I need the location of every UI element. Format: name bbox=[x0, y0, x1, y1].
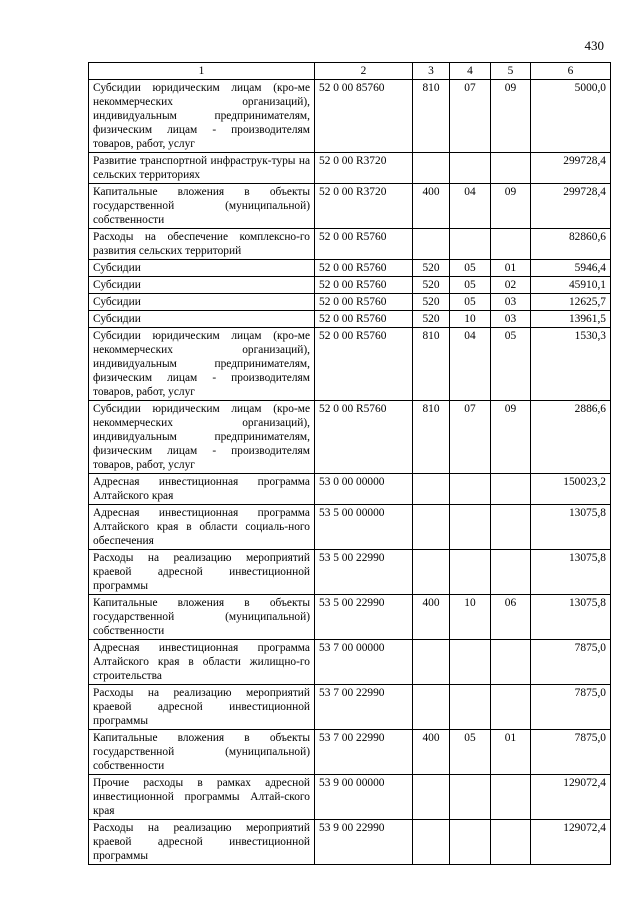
row-name-cell: Субсидии юридическим лицам (кро-ме некоммерческих организаций), индивидуальным предпринимателям, физическим лицам - производителям товаров, работ, услуг bbox=[89, 328, 315, 401]
row-subsection-cell bbox=[491, 820, 531, 865]
table-row bbox=[89, 640, 611, 685]
row-name-cell: Расходы на реализацию мероприятий краевой адресной инвестиционной программы bbox=[89, 685, 315, 730]
table-row bbox=[89, 260, 611, 277]
row-section-cell bbox=[450, 474, 491, 505]
table-row bbox=[89, 277, 611, 294]
table-row bbox=[89, 229, 611, 260]
table-row bbox=[89, 775, 611, 820]
row-subsection-cell bbox=[491, 153, 531, 184]
row-subsection-cell: 03 bbox=[491, 294, 531, 311]
row-subsection-cell bbox=[491, 775, 531, 820]
row-expense-type-cell: 400 bbox=[413, 184, 450, 229]
row-amount-cell: 1530,3 bbox=[531, 328, 611, 401]
row-subsection-cell: 01 bbox=[491, 730, 531, 775]
row-amount-cell: 13075,8 bbox=[531, 595, 611, 640]
row-code-cell: 53 7 00 22990 bbox=[315, 685, 413, 730]
row-section-cell: 05 bbox=[450, 277, 491, 294]
row-subsection-cell bbox=[491, 229, 531, 260]
row-amount-cell: 45910,1 bbox=[531, 277, 611, 294]
table-row bbox=[89, 153, 611, 184]
row-code-cell: 53 5 00 22990 bbox=[315, 595, 413, 640]
row-section-cell: 05 bbox=[450, 294, 491, 311]
row-subsection-cell: 06 bbox=[491, 595, 531, 640]
row-subsection-cell: 01 bbox=[491, 260, 531, 277]
row-expense-type-cell bbox=[413, 775, 450, 820]
row-code-cell: 53 5 00 22990 bbox=[315, 550, 413, 595]
row-name-cell: Субсидии юридическим лицам (кро-ме некоммерческих организаций), индивидуальным предпринимателям, физическим лицам - производителям товаров, работ, услуг bbox=[89, 80, 315, 153]
row-section-cell bbox=[450, 505, 491, 550]
row-subsection-cell: 09 bbox=[491, 401, 531, 474]
row-code-cell: 52 0 00 R5760 bbox=[315, 311, 413, 328]
row-section-cell bbox=[450, 153, 491, 184]
row-code-cell: 52 0 00 R5760 bbox=[315, 401, 413, 474]
column-header: 4 bbox=[450, 63, 491, 80]
row-expense-type-cell bbox=[413, 550, 450, 595]
row-subsection-cell bbox=[491, 505, 531, 550]
row-expense-type-cell: 810 bbox=[413, 328, 450, 401]
row-name-cell: Субсидии bbox=[89, 294, 315, 311]
row-code-cell: 53 5 00 00000 bbox=[315, 505, 413, 550]
row-name-cell: Расходы на реализацию мероприятий краевой адресной инвестиционной программы bbox=[89, 820, 315, 865]
table-body bbox=[89, 80, 611, 865]
row-amount-cell: 5946,4 bbox=[531, 260, 611, 277]
row-code-cell: 52 0 00 85760 bbox=[315, 80, 413, 153]
row-section-cell: 07 bbox=[450, 80, 491, 153]
table-row bbox=[89, 80, 611, 153]
row-name-cell: Субсидии bbox=[89, 311, 315, 328]
table-row bbox=[89, 685, 611, 730]
row-amount-cell: 7875,0 bbox=[531, 640, 611, 685]
row-name-cell: Адресная инвестиционная программа Алтайского края в области жилищно-го строительства bbox=[89, 640, 315, 685]
row-expense-type-cell bbox=[413, 685, 450, 730]
row-section-cell: 05 bbox=[450, 260, 491, 277]
row-amount-cell: 12625,7 bbox=[531, 294, 611, 311]
table-row bbox=[89, 328, 611, 401]
row-code-cell: 52 0 00 R5760 bbox=[315, 328, 413, 401]
row-expense-type-cell: 520 bbox=[413, 294, 450, 311]
row-name-cell: Капитальные вложения в объекты государственной (муниципальной) собственности bbox=[89, 184, 315, 229]
row-section-cell bbox=[450, 685, 491, 730]
row-name-cell: Адресная инвестиционная программа Алтайского края в области социаль-ного обеспечения bbox=[89, 505, 315, 550]
row-code-cell: 53 9 00 22990 bbox=[315, 820, 413, 865]
column-header: 1 bbox=[89, 63, 315, 80]
row-expense-type-cell bbox=[413, 820, 450, 865]
row-amount-cell: 129072,4 bbox=[531, 820, 611, 865]
row-expense-type-cell: 400 bbox=[413, 595, 450, 640]
row-amount-cell: 2886,6 bbox=[531, 401, 611, 474]
row-section-cell: 05 bbox=[450, 730, 491, 775]
row-expense-type-cell: 810 bbox=[413, 80, 450, 153]
row-subsection-cell: 05 bbox=[491, 328, 531, 401]
row-section-cell bbox=[450, 820, 491, 865]
row-name-cell: Субсидии bbox=[89, 260, 315, 277]
table-row bbox=[89, 550, 611, 595]
row-code-cell: 52 0 00 R5760 bbox=[315, 294, 413, 311]
row-amount-cell: 129072,4 bbox=[531, 775, 611, 820]
row-expense-type-cell bbox=[413, 640, 450, 685]
column-header: 2 bbox=[315, 63, 413, 80]
row-section-cell bbox=[450, 229, 491, 260]
row-section-cell bbox=[450, 640, 491, 685]
row-subsection-cell: 09 bbox=[491, 184, 531, 229]
row-code-cell: 52 0 00 R3720 bbox=[315, 184, 413, 229]
row-expense-type-cell: 400 bbox=[413, 730, 450, 775]
table-row bbox=[89, 820, 611, 865]
row-amount-cell: 13075,8 bbox=[531, 505, 611, 550]
row-expense-type-cell bbox=[413, 505, 450, 550]
row-code-cell: 53 7 00 22990 bbox=[315, 730, 413, 775]
row-amount-cell: 299728,4 bbox=[531, 153, 611, 184]
row-section-cell bbox=[450, 550, 491, 595]
row-section-cell bbox=[450, 775, 491, 820]
row-code-cell: 53 0 00 00000 bbox=[315, 474, 413, 505]
row-code-cell: 52 0 00 R5760 bbox=[315, 229, 413, 260]
table-row bbox=[89, 474, 611, 505]
row-code-cell: 52 0 00 R5760 bbox=[315, 260, 413, 277]
row-name-cell: Капитальные вложения в объекты государственной (муниципальной) собственности bbox=[89, 595, 315, 640]
row-code-cell: 53 9 00 00000 bbox=[315, 775, 413, 820]
row-code-cell: 52 0 00 R3720 bbox=[315, 153, 413, 184]
row-name-cell: Расходы на обеспечение комплексно-го развития сельских территорий bbox=[89, 229, 315, 260]
row-subsection-cell bbox=[491, 685, 531, 730]
table-row bbox=[89, 595, 611, 640]
row-expense-type-cell: 520 bbox=[413, 311, 450, 328]
row-expense-type-cell: 520 bbox=[413, 277, 450, 294]
row-expense-type-cell bbox=[413, 229, 450, 260]
table-row bbox=[89, 311, 611, 328]
row-name-cell: Субсидии юридическим лицам (кро-ме некоммерческих организаций), индивидуальным предпринимателям, физическим лицам - производителям товаров, работ, услуг bbox=[89, 401, 315, 474]
row-section-cell: 10 bbox=[450, 311, 491, 328]
row-name-cell: Расходы на реализацию мероприятий краевой адресной инвестиционной программы bbox=[89, 550, 315, 595]
row-amount-cell: 5000,0 bbox=[531, 80, 611, 153]
row-expense-type-cell bbox=[413, 474, 450, 505]
row-amount-cell: 7875,0 bbox=[531, 685, 611, 730]
row-name-cell: Субсидии bbox=[89, 277, 315, 294]
page-number: 430 bbox=[584, 38, 604, 53]
column-header: 3 bbox=[413, 63, 450, 80]
row-expense-type-cell bbox=[413, 153, 450, 184]
row-amount-cell: 13961,5 bbox=[531, 311, 611, 328]
column-header: 5 bbox=[491, 63, 531, 80]
row-expense-type-cell: 520 bbox=[413, 260, 450, 277]
row-amount-cell: 7875,0 bbox=[531, 730, 611, 775]
row-amount-cell: 150023,2 bbox=[531, 474, 611, 505]
row-section-cell: 04 bbox=[450, 328, 491, 401]
table-row bbox=[89, 505, 611, 550]
row-expense-type-cell: 810 bbox=[413, 401, 450, 474]
row-subsection-cell bbox=[491, 474, 531, 505]
row-name-cell: Адресная инвестиционная программа Алтайского края bbox=[89, 474, 315, 505]
row-name-cell: Капитальные вложения в объекты государственной (муниципальной) собственности bbox=[89, 730, 315, 775]
row-name-cell: Развитие транспортной инфраструк-туры на сельских территориях bbox=[89, 153, 315, 184]
row-amount-cell: 82860,6 bbox=[531, 229, 611, 260]
header-row bbox=[89, 63, 611, 80]
table-row bbox=[89, 294, 611, 311]
table-row bbox=[89, 730, 611, 775]
row-section-cell: 07 bbox=[450, 401, 491, 474]
row-name-cell: Прочие расходы в рамках адресной инвестиционной программы Алтай-ского края bbox=[89, 775, 315, 820]
row-code-cell: 53 7 00 00000 bbox=[315, 640, 413, 685]
row-section-cell: 10 bbox=[450, 595, 491, 640]
row-amount-cell: 13075,8 bbox=[531, 550, 611, 595]
table-row bbox=[89, 401, 611, 474]
row-section-cell: 04 bbox=[450, 184, 491, 229]
budget-table bbox=[88, 62, 611, 865]
row-code-cell: 52 0 00 R5760 bbox=[315, 277, 413, 294]
column-header: 6 bbox=[531, 63, 611, 80]
row-subsection-cell: 09 bbox=[491, 80, 531, 153]
row-subsection-cell bbox=[491, 640, 531, 685]
row-amount-cell: 299728,4 bbox=[531, 184, 611, 229]
table-row bbox=[89, 184, 611, 229]
row-subsection-cell: 03 bbox=[491, 311, 531, 328]
row-subsection-cell bbox=[491, 550, 531, 595]
row-subsection-cell: 02 bbox=[491, 277, 531, 294]
